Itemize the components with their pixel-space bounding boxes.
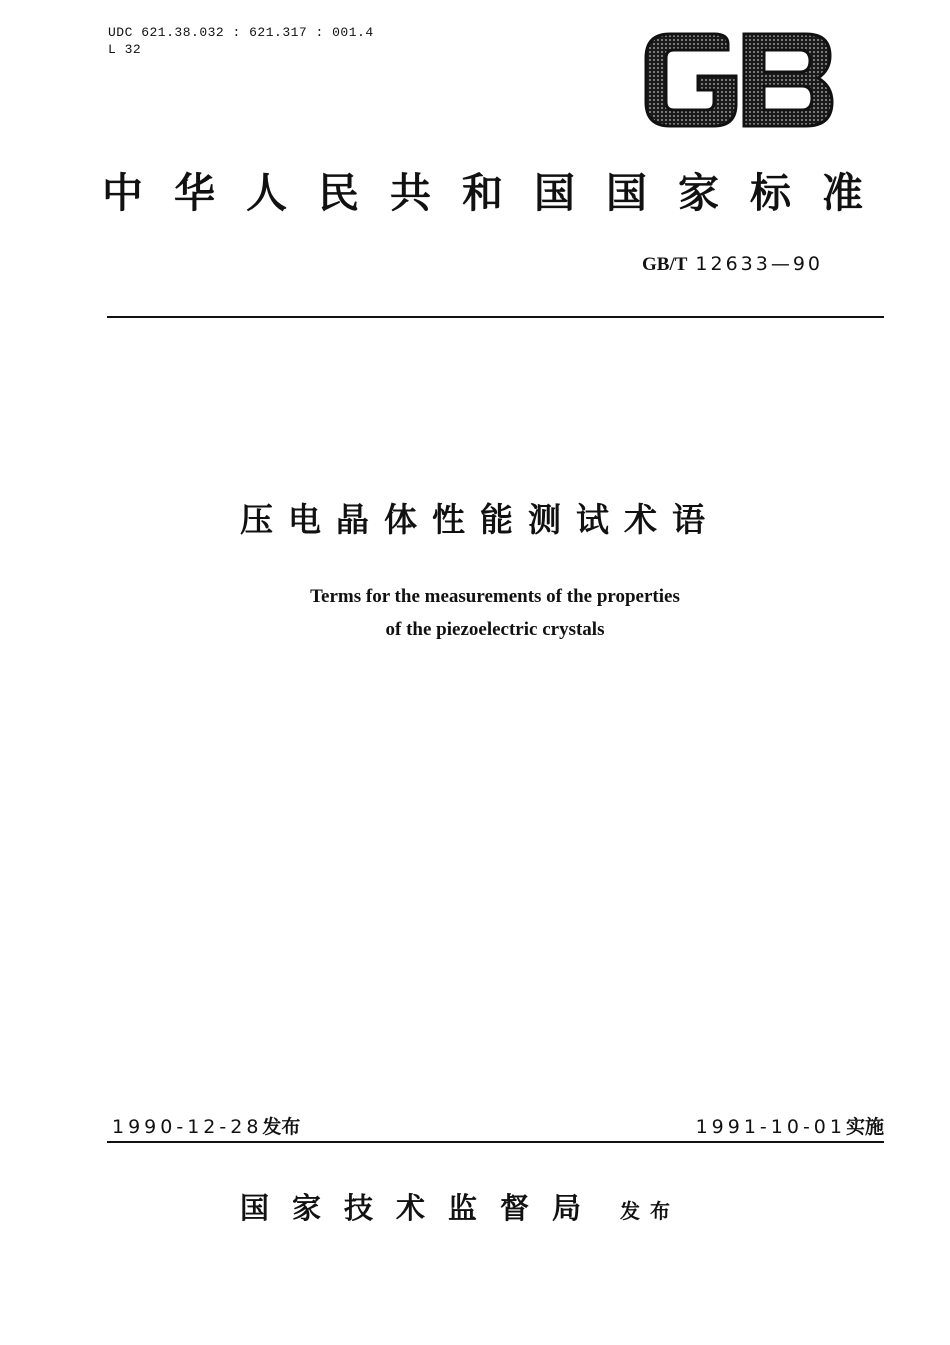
implementation-date (696, 1112, 884, 1139)
chinese-title: 压电晶体性能测试术语 (240, 500, 720, 539)
implementation-date-value: 1991-10-01 (695, 1116, 846, 1138)
implementation-date-label: 实施 (845, 1116, 884, 1138)
standard-number (642, 253, 823, 276)
standard-number-prefix: GB/T (642, 254, 688, 275)
english-title (0, 580, 950, 646)
gb-logo-graphic (640, 30, 836, 130)
issue-date (112, 1112, 300, 1139)
issue-date-value: 1990-12-28 (112, 1116, 263, 1138)
national-standard-heading: 中华人民共和国国家标准 (102, 169, 894, 217)
footer-divider (107, 1141, 884, 1143)
publisher-name: 国家技术监督局 (240, 1191, 605, 1225)
issue-date-label: 发布 (262, 1116, 301, 1138)
date-row (112, 1112, 884, 1140)
classification-codes (108, 24, 374, 58)
udc-code: UDC 621.38.032 : 621.317 : 001.4 (108, 25, 374, 40)
english-title-line-1: Terms for the measurements of the properties (310, 586, 680, 607)
header-divider (107, 316, 884, 318)
publisher-line (240, 1186, 680, 1227)
english-title-line-2: of the piezoelectric crystals (385, 619, 605, 640)
gb-logo (640, 30, 836, 130)
publisher-action: 发布 (620, 1199, 681, 1223)
standard-number-code: 12633—90 (695, 253, 824, 275)
ccs-code: L 32 (108, 42, 142, 57)
